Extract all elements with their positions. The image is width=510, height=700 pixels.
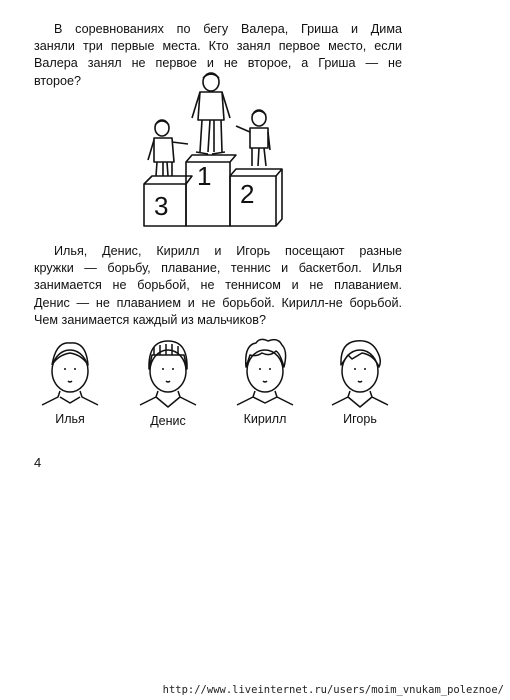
problem-2-line: занимается не борьбой, не теннисом и не плаванием. <box>34 278 402 293</box>
problem-1-line: второе? <box>34 73 82 88</box>
problem-2-line: кружки — борьбу, плавание, теннис и баскетбол. Илья <box>34 261 402 276</box>
podium-label-3: 3 <box>154 191 169 221</box>
boy-first-place <box>192 73 230 154</box>
source-url: http://www.liveinternet.ru/users/moim_vnukam_poleznoe/ <box>162 684 504 696</box>
portrait-kirill <box>237 339 293 405</box>
boy-second-place <box>236 110 270 166</box>
name-kirill: Кирилл <box>243 412 287 426</box>
boy-third-place <box>148 120 188 176</box>
podium-illustration <box>130 70 295 230</box>
boys-portraits <box>30 335 400 415</box>
problem-1-line: В соревнованиях по бегу Валера, Гриша и Дима <box>54 22 402 36</box>
problem-1-line: заняли три первые места. Кто занял первое место, если <box>34 39 402 54</box>
portrait-igor <box>332 341 388 407</box>
page-number: 4 <box>34 455 42 470</box>
podium-label-1: 1 <box>197 161 212 191</box>
problem-2-line: Илья, Денис, Кирилл и Игорь посещают разные <box>54 244 402 258</box>
name-ilya: Илья <box>55 412 85 426</box>
portrait-ilya <box>42 343 98 405</box>
portrait-denis <box>140 341 196 407</box>
problem-2-line: Чем занимается каждый из мальчиков? <box>34 312 266 327</box>
name-igor: Игорь <box>343 412 377 426</box>
name-denis: Денис <box>150 414 186 428</box>
problem-2-line: Денис — не плаванием и не борьбой. Кирилл-не борьбой. <box>34 295 402 310</box>
podium-label-2: 2 <box>240 179 255 209</box>
problem-1-line: Валера занял не первое и не второе, а Гриша — не <box>34 56 402 71</box>
problem-2-text <box>34 243 402 329</box>
